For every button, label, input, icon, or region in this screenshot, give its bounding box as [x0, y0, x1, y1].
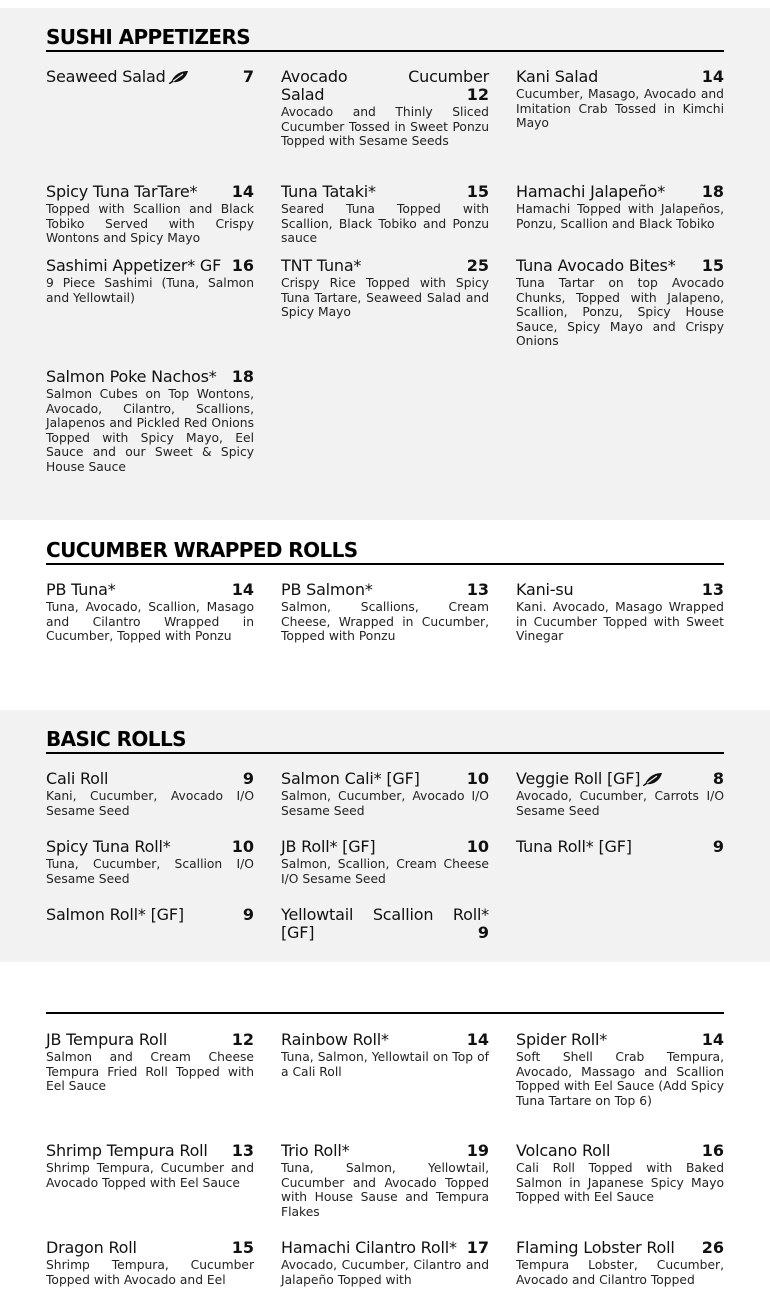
item-description: Kani. Avocado, Masago Wrapped in Cucumber Topped with Sweet Vinegar: [516, 600, 724, 644]
item-name: PB Tuna*: [46, 580, 116, 599]
item-price: 13: [466, 580, 489, 599]
item-name: Salmon Cali* [GF]: [281, 769, 420, 788]
section-title: BASIC ROLLS: [46, 727, 186, 751]
item-price: 15: [466, 182, 489, 201]
item-price: 18: [701, 182, 724, 201]
menu-item: [516, 1031, 724, 1142]
item-name: Trio Roll*: [281, 1141, 350, 1160]
item-description: Salmon, Scallion, Cream Cheese I/O Sesame Seed: [281, 857, 489, 886]
item-price: 9: [477, 923, 489, 942]
item-name: Veggie Roll [GF]: [516, 770, 663, 788]
section-header: [46, 727, 724, 754]
item-name: Seaweed Salad: [46, 68, 189, 86]
item-name: Hamachi Jalapeño*: [516, 182, 665, 201]
item-price: 12: [466, 85, 489, 104]
item-description: Kani, Cucumber, Avocado I/O Sesame Seed: [46, 789, 254, 818]
menu-item: [516, 1239, 724, 1287]
menu-item: [281, 1142, 489, 1239]
item-price: 15: [231, 1238, 254, 1257]
menu-item: [281, 183, 489, 257]
section-header: [46, 25, 724, 52]
item-price: 7: [242, 67, 254, 86]
menu-item: [46, 838, 254, 906]
item-name: Flaming Lobster Roll: [516, 1238, 675, 1257]
section-cucumber-wrapped-rolls: [0, 520, 770, 710]
item-description: Tuna, Avocado, Scallion, Masago and Cilantro Wrapped in Cucumber, Topped with Ponzu: [46, 600, 254, 644]
menu-item: [516, 770, 724, 838]
item-price: 19: [466, 1141, 489, 1160]
menu-item: [281, 906, 489, 942]
item-name: JB Roll* [GF]: [281, 837, 376, 856]
item-description: Tuna, Salmon, Yellowtail on Top of a Cali Roll: [281, 1050, 489, 1079]
item-description: Salmon, Scallions, Cream Cheese, Wrapped in Cucumber, Topped with Ponzu: [281, 600, 489, 644]
item-price: 16: [231, 256, 254, 275]
item-description: Salmon Cubes on Top Wontons, Avocado, Cilantro, Scallions, Jalapenos and Pickled Red Onions Topped with Spicy Mayo, Eel Sauce and our Sweet & Spicy House Sauce: [46, 387, 254, 474]
item-name: TNT Tuna*: [281, 256, 362, 275]
menu-item: [46, 183, 254, 257]
item-description: Cucumber, Masago, Avocado and Imitation Crab Tossed in Kimchi Mayo: [516, 87, 724, 131]
item-description: Tempura Lobster, Cucumber, Avocado and Cilantro Topped: [516, 1258, 724, 1287]
item-name: Rainbow Roll*: [281, 1030, 389, 1049]
item-price: 13: [701, 580, 724, 599]
menu-item: [516, 838, 724, 906]
item-name: Tuna Tataki*: [281, 182, 376, 201]
item-price: 12: [231, 1030, 254, 1049]
item-name-cont: [GF]: [281, 923, 315, 942]
item-description: Tuna Tartar on top Avocado Chunks, Topped with Jalapeno, Scallion, Ponzu, Spicy House Sauce, Spicy Mayo and Crispy Onions: [516, 276, 724, 349]
item-description: Soft Shell Crab Tempura, Avocado, Massago and Scallion Topped with Eel Sauce (Add Spicy Tuna Tartare on Top 6): [516, 1050, 724, 1108]
item-price: 14: [231, 580, 254, 599]
item-description: Shrimp Tempura, Cucumber Topped with Avocado and Eel: [46, 1258, 254, 1287]
menu-item: [281, 1031, 489, 1142]
section-sushi-appetizers: [0, 8, 770, 520]
item-name: Tuna Roll* [GF]: [516, 837, 632, 856]
item-price: 14: [466, 1030, 489, 1049]
item-name: PB Salmon*: [281, 580, 373, 599]
item-price: 10: [466, 769, 489, 788]
item-description: Tuna, Cucumber, Scallion I/O Sesame Seed: [46, 857, 254, 886]
menu-item: [46, 581, 254, 644]
item-price: 13: [231, 1141, 254, 1160]
item-name: Hamachi Cilantro Roll*: [281, 1238, 457, 1257]
menu-item: [516, 1142, 724, 1239]
item-price: 17: [466, 1238, 489, 1257]
section-title: SUSHI APPETIZERS: [46, 25, 251, 49]
item-price: 25: [466, 256, 489, 275]
item-price: 18: [231, 367, 254, 386]
item-price: 16: [701, 1141, 724, 1160]
leaf-icon: [169, 70, 189, 84]
item-price: 9: [242, 905, 254, 924]
item-name: Kani-su: [516, 580, 574, 599]
item-price: 10: [466, 837, 489, 856]
item-description: Shrimp Tempura, Cucumber and Avocado Topped with Eel Sauce: [46, 1161, 254, 1190]
menu-item: [516, 257, 724, 368]
item-description: Cali Roll Topped with Baked Salmon in Japanese Spicy Mayo Topped with Eel Sauce: [516, 1161, 724, 1205]
item-name: Salmon Roll* [GF]: [46, 905, 184, 924]
item-description: Hamachi Topped with Jalapeños, Ponzu, Scallion and Black Tobiko: [516, 202, 724, 231]
item-price: 8: [712, 769, 724, 788]
menu-item: [46, 1239, 254, 1287]
menu-item: [46, 906, 254, 942]
menu-item: [516, 183, 724, 257]
item-name: Spicy Tuna TarTare*: [46, 182, 198, 201]
item-description: Salmon, Cucumber, Avocado I/O Sesame Seed: [281, 789, 489, 818]
section-basic-rolls: [0, 710, 770, 962]
menu-item: [281, 68, 489, 183]
item-name: Dragon Roll: [46, 1238, 137, 1257]
item-description: Avocado and Thinly Sliced Cucumber Tossed in Sweet Ponzu Topped with Sesame Seeds: [281, 105, 489, 149]
section-header: [46, 990, 724, 1014]
menu-item: [281, 581, 489, 644]
item-name: Cali Roll: [46, 769, 109, 788]
item-description: Salmon and Cream Cheese Tempura Fried Roll Topped with Eel Sauce: [46, 1050, 254, 1094]
item-description: Tuna, Salmon, Yellowtail, Cucumber and Avocado Topped with House Sause and Tempura Flakes: [281, 1161, 489, 1219]
item-name-cont: Salad: [281, 85, 325, 104]
menu-item: [46, 1031, 254, 1142]
menu-item: [46, 368, 254, 475]
item-price: 14: [701, 1030, 724, 1049]
item-name: Tuna Avocado Bites*: [516, 256, 676, 275]
item-description: Avocado, Cucumber, Carrots I/O Sesame Seed: [516, 789, 724, 818]
item-name: Spicy Tuna Roll*: [46, 837, 171, 856]
menu-item: [46, 68, 254, 183]
item-name: Spider Roll*: [516, 1030, 608, 1049]
section-header: [46, 538, 724, 565]
item-name: Kani Salad: [516, 67, 599, 86]
item-price: 10: [231, 837, 254, 856]
item-name: Shrimp Tempura Roll: [46, 1141, 208, 1160]
item-name: Salmon Poke Nachos*: [46, 367, 217, 386]
item-price: 15: [701, 256, 724, 275]
menu-item: [281, 838, 489, 906]
item-price: 14: [231, 182, 254, 201]
menu-item: [281, 1239, 489, 1287]
menu-item: [516, 68, 724, 183]
item-price: 9: [242, 769, 254, 788]
item-name: Volcano Roll: [516, 1141, 611, 1160]
item-description: Avocado, Cucumber, Cilantro and Jalapeño Topped with: [281, 1258, 489, 1287]
section-specialty-rolls: [0, 962, 770, 1293]
item-description: Seared Tuna Topped with Scallion, Black Tobiko and Ponzu sauce: [281, 202, 489, 246]
item-price: 14: [701, 67, 724, 86]
item-description: 9 Piece Sashimi (Tuna, Salmon and Yellowtail): [46, 276, 254, 305]
menu-item: [281, 770, 489, 838]
item-price: 9: [712, 837, 724, 856]
menu-item: [46, 257, 254, 368]
item-price: 26: [701, 1238, 724, 1257]
item-description: Crispy Rice Topped with Spicy Tuna Tartare, Seaweed Salad and Spicy Mayo: [281, 276, 489, 320]
leaf-icon: [643, 772, 663, 786]
item-name: JB Tempura Roll: [46, 1030, 168, 1049]
item-name: Yellowtail Scallion Roll*: [281, 905, 489, 924]
menu-item: [516, 581, 724, 644]
menu-item: [46, 1142, 254, 1239]
item-description: Topped with Scallion and Black Tobiko Served with Crispy Wontons and Spicy Mayo: [46, 202, 254, 246]
menu-item: [46, 770, 254, 838]
item-name: Sashimi Appetizer* GF: [46, 256, 222, 275]
menu-item: [281, 257, 489, 368]
item-name: Avocado Cucumber: [281, 67, 489, 86]
section-title: CUCUMBER WRAPPED ROLLS: [46, 538, 358, 562]
